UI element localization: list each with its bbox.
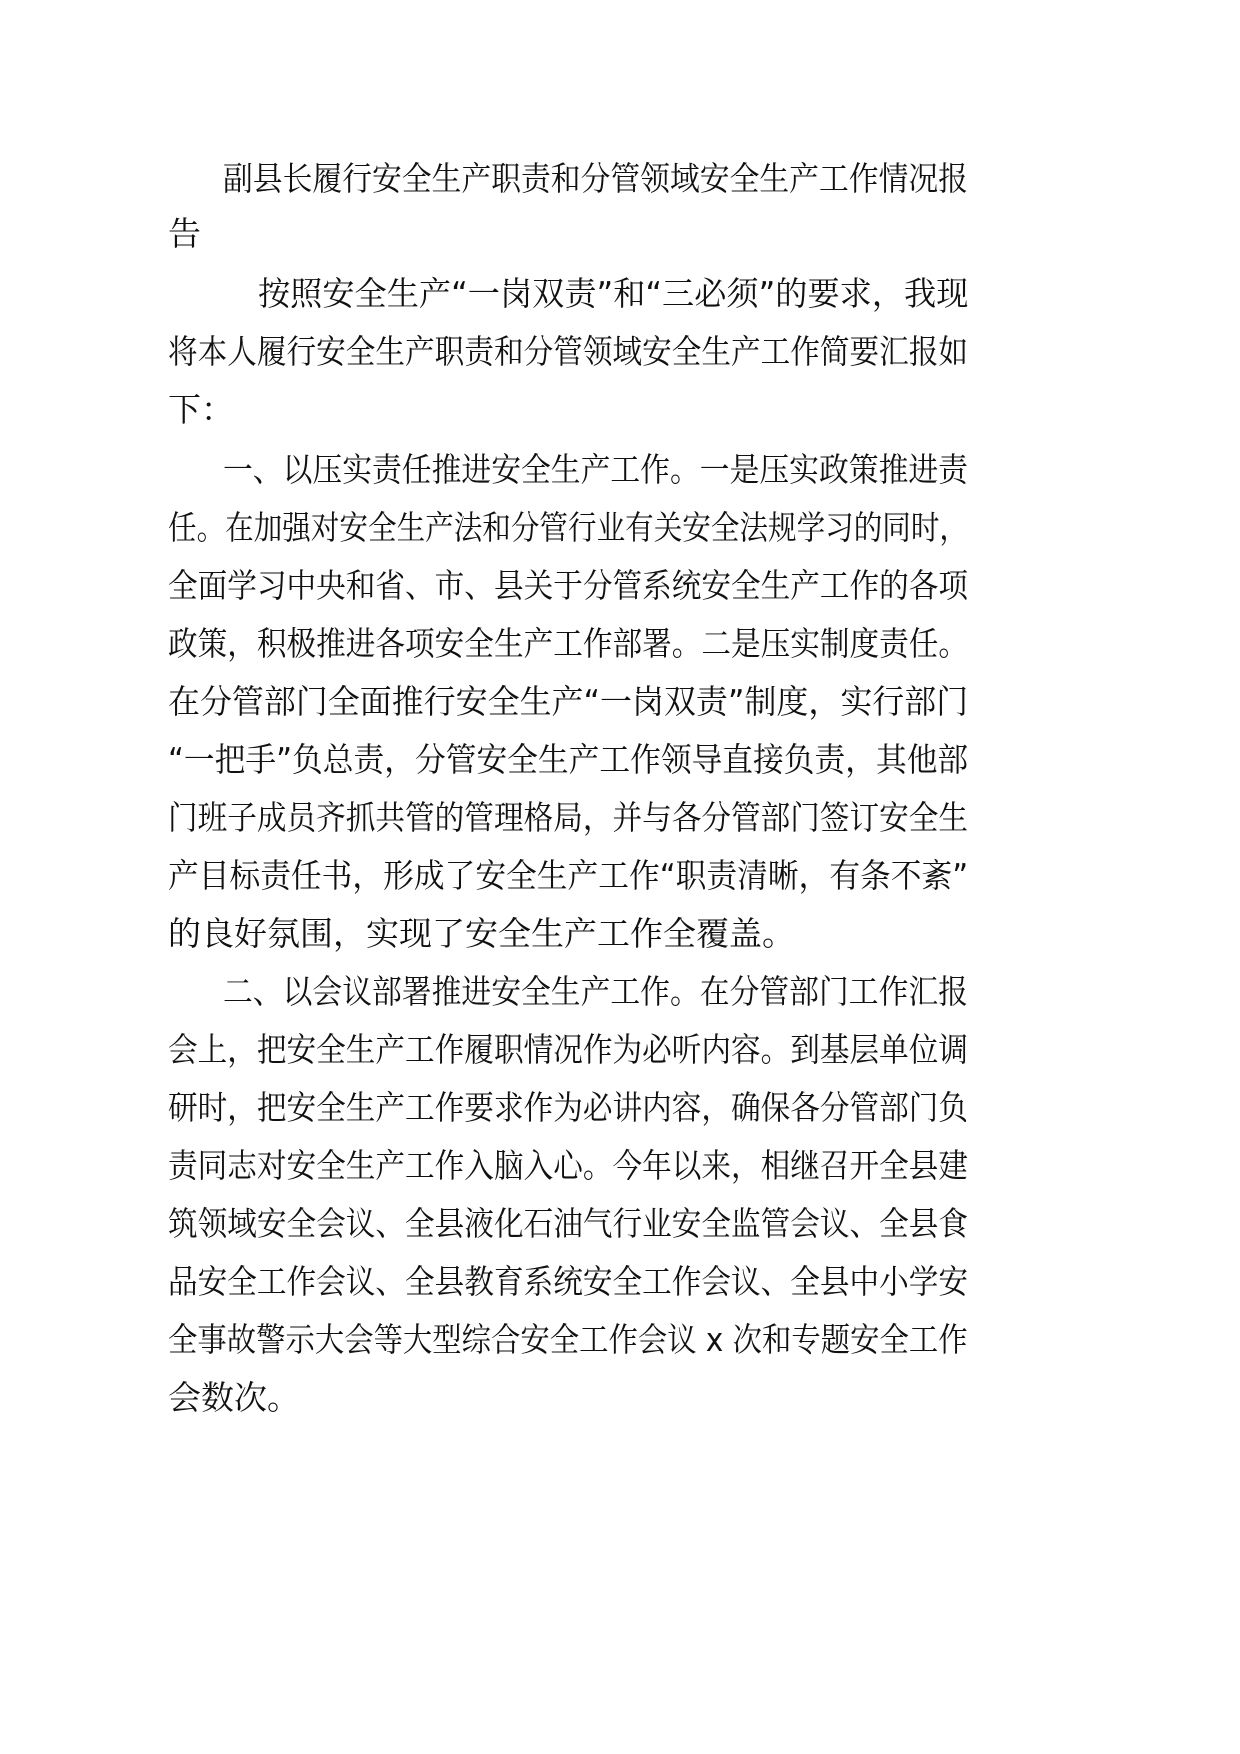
title-line-1: 副县长履行安全生产职责和分管领域安全生产工作情况报 <box>223 159 968 198</box>
intro-line-1: 按照安全生产“一岗双责”和“三必须”的要求，我现 <box>258 274 969 313</box>
section2-line-7: 全事故警示大会等大型综合安全工作会议 x 次和专题安全工作 <box>168 1320 968 1359</box>
section1-line-4: 政策，积极推进各项安全生产工作部署。二是压实制度责任。 <box>168 624 969 663</box>
section1-line-9: 的良好氛围，实现了安全生产工作全覆盖。 <box>168 914 795 953</box>
section1-line-1: 一、以压实责任推进安全生产工作。一是压实政策推进责 <box>223 450 968 489</box>
section1-line-2: 任。在加强对安全生产法和分管行业有关安全法规学习的同时， <box>168 508 968 547</box>
section2-line-4: 责同志对安全生产工作入脑入心。今年以来，相继召开全县建 <box>168 1146 969 1185</box>
section2-line-1: 二、以会议部署推进安全生产工作。在分管部门工作汇报 <box>223 972 968 1011</box>
section1-line-6: “一把手”负总责，分管安全生产工作领导直接负责，其他部 <box>168 740 969 779</box>
section2-line-6: 品安全工作会议、全县教育系统安全工作会议、全县中小学安 <box>168 1262 969 1301</box>
intro-line-3: 下： <box>168 390 234 429</box>
section1-line-7: 门班子成员齐抓共管的管理格局，并与各分管部门签订安全生 <box>168 798 969 837</box>
section2-line-3: 研时，把安全生产工作要求作为必讲内容，确保各分管部门负 <box>168 1088 969 1127</box>
section2-line-2: 会上，把安全生产工作履职情况作为必听内容。到基层单位调 <box>168 1030 969 1069</box>
intro-line-2: 将本人履行安全生产职责和分管领域安全生产工作简要汇报如 <box>168 332 969 371</box>
section1-line-5: 在分管部门全面推行安全生产“一岗双责”制度，实行部门 <box>168 682 969 721</box>
section1-line-3: 全面学习中央和省、市、县关于分管系统安全生产工作的各项 <box>168 566 969 605</box>
title-line-2: 告 <box>168 214 201 253</box>
section2-line-5: 筑领域安全会议、全县液化石油气行业安全监管会议、全县食 <box>168 1204 969 1243</box>
section1-line-8: 产目标责任书，形成了安全生产工作“职责清晰，有条不紊” <box>168 856 969 895</box>
section2-line-8: 会数次。 <box>168 1378 300 1417</box>
